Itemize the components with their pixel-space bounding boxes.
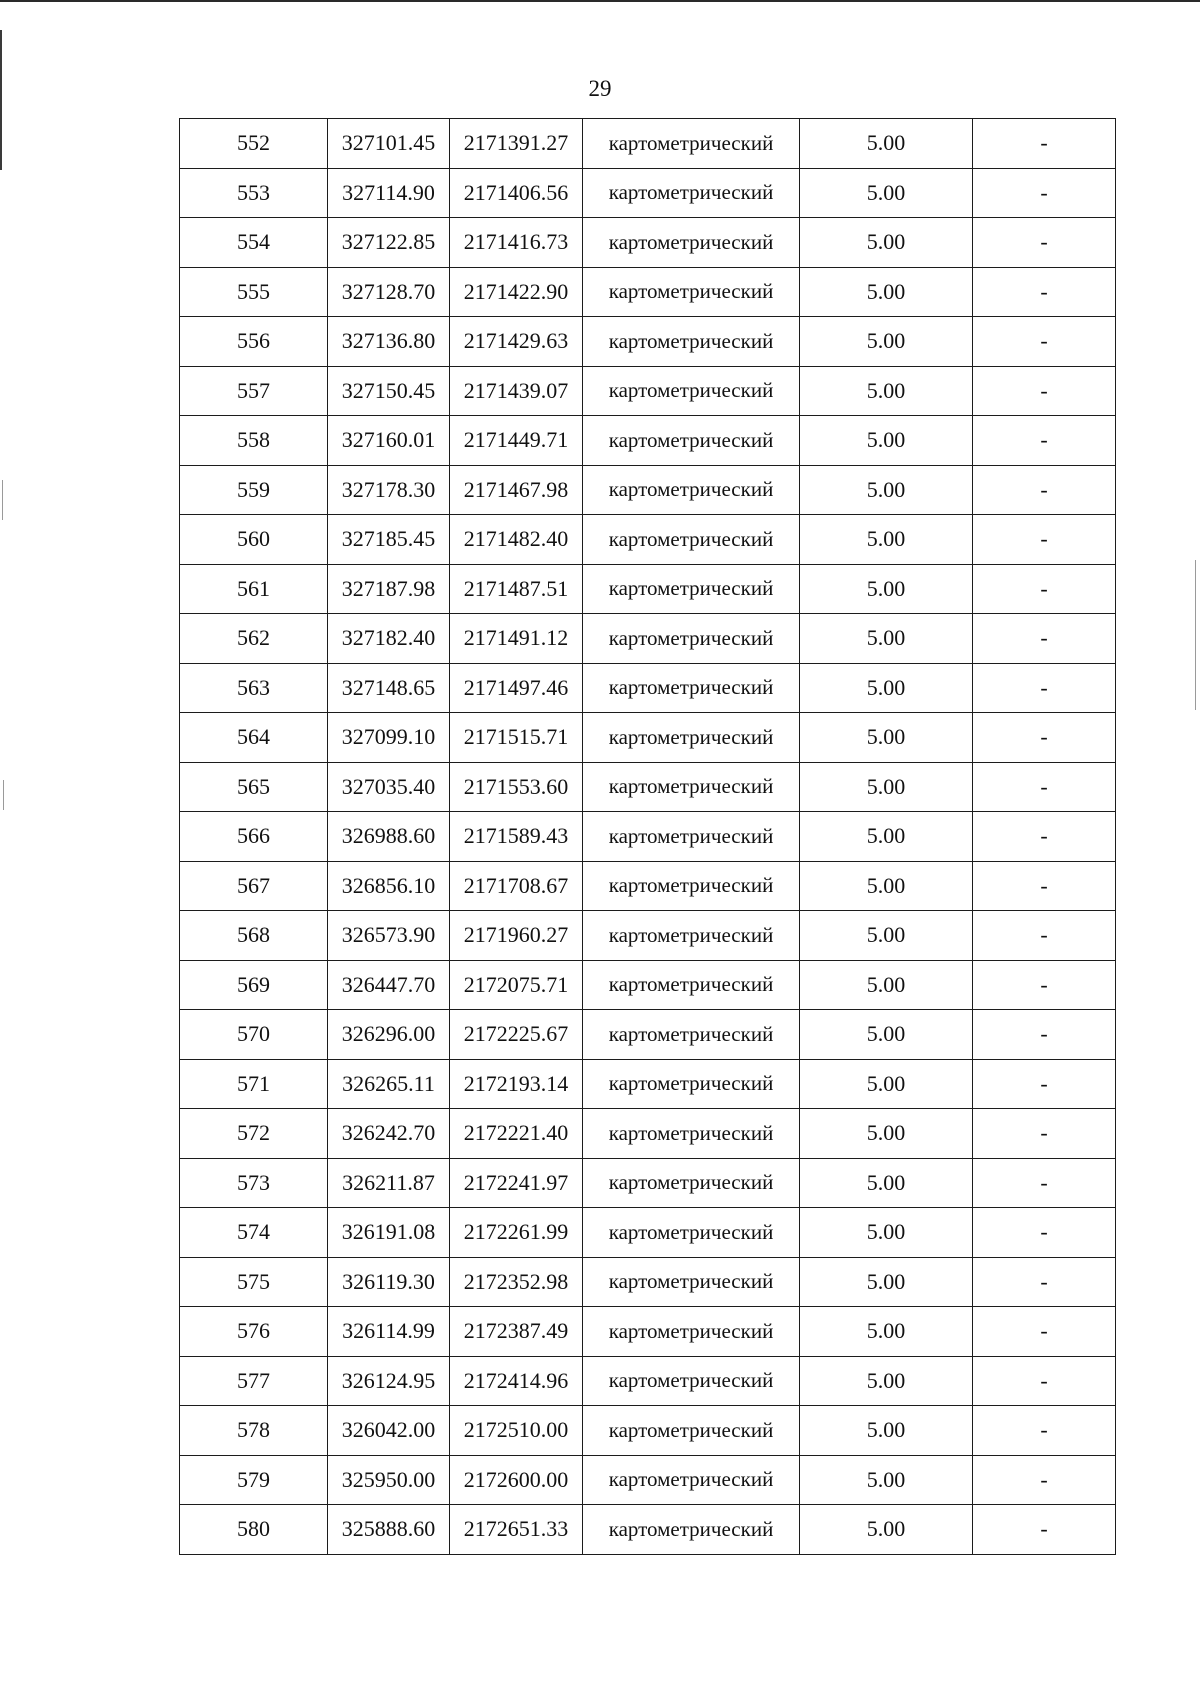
- cell-coordinate-x: 327101.45: [328, 119, 450, 169]
- coordinates-table: [179, 118, 1116, 1555]
- cell-method: картометрический: [583, 317, 800, 367]
- cell-coordinate-y: 2171708.67: [450, 861, 583, 911]
- cell-coordinate-y: 2171406.56: [450, 168, 583, 218]
- cell-coordinate-x: 327035.40: [328, 762, 450, 812]
- cell-note: -: [973, 1356, 1116, 1406]
- cell-error: 5.00: [800, 218, 973, 268]
- cell-error: 5.00: [800, 812, 973, 862]
- cell-coordinate-x: 326211.87: [328, 1158, 450, 1208]
- cell-point-number: 575: [180, 1257, 328, 1307]
- cell-coordinate-y: 2172193.14: [450, 1059, 583, 1109]
- cell-coordinate-x: 326242.70: [328, 1109, 450, 1159]
- cell-error: 5.00: [800, 1010, 973, 1060]
- table-row: [180, 366, 1116, 416]
- cell-note: -: [973, 1505, 1116, 1555]
- cell-coordinate-x: 326296.00: [328, 1010, 450, 1060]
- cell-coordinate-y: 2171467.98: [450, 465, 583, 515]
- cell-note: -: [973, 812, 1116, 862]
- cell-note: -: [973, 218, 1116, 268]
- cell-note: -: [973, 614, 1116, 664]
- cell-coordinate-x: 326119.30: [328, 1257, 450, 1307]
- cell-coordinate-y: 2172651.33: [450, 1505, 583, 1555]
- cell-note: -: [973, 1257, 1116, 1307]
- table-row: [180, 911, 1116, 961]
- cell-coordinate-y: 2172225.67: [450, 1010, 583, 1060]
- cell-point-number: 569: [180, 960, 328, 1010]
- table-row: [180, 1406, 1116, 1456]
- cell-coordinate-x: 326191.08: [328, 1208, 450, 1258]
- cell-method: картометрический: [583, 267, 800, 317]
- table-row: [180, 416, 1116, 466]
- table-row: [180, 119, 1116, 169]
- cell-note: -: [973, 515, 1116, 565]
- cell-coordinate-x: 327122.85: [328, 218, 450, 268]
- cell-error: 5.00: [800, 911, 973, 961]
- cell-coordinate-y: 2172387.49: [450, 1307, 583, 1357]
- cell-error: 5.00: [800, 564, 973, 614]
- cell-error: 5.00: [800, 1109, 973, 1159]
- cell-note: -: [973, 416, 1116, 466]
- cell-method: картометрический: [583, 1010, 800, 1060]
- cell-coordinate-y: 2172352.98: [450, 1257, 583, 1307]
- cell-point-number: 565: [180, 762, 328, 812]
- cell-point-number: 553: [180, 168, 328, 218]
- cell-note: -: [973, 119, 1116, 169]
- cell-method: картометрический: [583, 1307, 800, 1357]
- table-row: [180, 1307, 1116, 1357]
- cell-coordinate-x: 327182.40: [328, 614, 450, 664]
- cell-note: -: [973, 663, 1116, 713]
- cell-method: картометрический: [583, 1406, 800, 1456]
- cell-point-number: 568: [180, 911, 328, 961]
- cell-method: картометрический: [583, 1158, 800, 1208]
- table-row: [180, 663, 1116, 713]
- cell-note: -: [973, 168, 1116, 218]
- cell-error: 5.00: [800, 119, 973, 169]
- cell-note: -: [973, 762, 1116, 812]
- table-row: [180, 762, 1116, 812]
- cell-point-number: 563: [180, 663, 328, 713]
- cell-point-number: 555: [180, 267, 328, 317]
- table-row: [180, 1505, 1116, 1555]
- cell-coordinate-y: 2171391.27: [450, 119, 583, 169]
- cell-note: -: [973, 267, 1116, 317]
- cell-point-number: 578: [180, 1406, 328, 1456]
- cell-error: 5.00: [800, 663, 973, 713]
- cell-method: картометрический: [583, 1455, 800, 1505]
- cell-error: 5.00: [800, 366, 973, 416]
- cell-error: 5.00: [800, 861, 973, 911]
- cell-point-number: 570: [180, 1010, 328, 1060]
- cell-point-number: 579: [180, 1455, 328, 1505]
- cell-method: картометрический: [583, 614, 800, 664]
- table-row: [180, 960, 1116, 1010]
- table-row: [180, 317, 1116, 367]
- table-row: [180, 1208, 1116, 1258]
- cell-coordinate-y: 2171491.12: [450, 614, 583, 664]
- table-row: [180, 515, 1116, 565]
- cell-method: картометрический: [583, 663, 800, 713]
- cell-coordinate-x: 327099.10: [328, 713, 450, 763]
- cell-coordinate-y: 2172075.71: [450, 960, 583, 1010]
- cell-error: 5.00: [800, 1356, 973, 1406]
- cell-note: -: [973, 1158, 1116, 1208]
- cell-note: -: [973, 1208, 1116, 1258]
- cell-coordinate-y: 2171553.60: [450, 762, 583, 812]
- cell-note: -: [973, 1406, 1116, 1456]
- cell-coordinate-x: 327150.45: [328, 366, 450, 416]
- cell-coordinate-y: 2171429.63: [450, 317, 583, 367]
- table-row: [180, 564, 1116, 614]
- cell-error: 5.00: [800, 416, 973, 466]
- cell-error: 5.00: [800, 317, 973, 367]
- cell-coordinate-y: 2172241.97: [450, 1158, 583, 1208]
- cell-error: 5.00: [800, 267, 973, 317]
- cell-point-number: 558: [180, 416, 328, 466]
- cell-point-number: 556: [180, 317, 328, 367]
- cell-coordinate-y: 2171422.90: [450, 267, 583, 317]
- cell-point-number: 562: [180, 614, 328, 664]
- cell-point-number: 573: [180, 1158, 328, 1208]
- cell-method: картометрический: [583, 812, 800, 862]
- cell-coordinate-y: 2171482.40: [450, 515, 583, 565]
- cell-coordinate-x: 327178.30: [328, 465, 450, 515]
- table-row: [180, 1010, 1116, 1060]
- cell-point-number: 574: [180, 1208, 328, 1258]
- cell-method: картометрический: [583, 911, 800, 961]
- table-row: [180, 1455, 1116, 1505]
- cell-note: -: [973, 713, 1116, 763]
- cell-error: 5.00: [800, 515, 973, 565]
- cell-coordinate-x: 325950.00: [328, 1455, 450, 1505]
- cell-coordinate-x: 326124.95: [328, 1356, 450, 1406]
- coordinates-table-body: [180, 119, 1116, 1555]
- cell-error: 5.00: [800, 713, 973, 763]
- cell-coordinate-y: 2172414.96: [450, 1356, 583, 1406]
- cell-coordinate-y: 2171449.71: [450, 416, 583, 466]
- cell-point-number: 571: [180, 1059, 328, 1109]
- cell-note: -: [973, 1059, 1116, 1109]
- cell-error: 5.00: [800, 1059, 973, 1109]
- cell-note: -: [973, 911, 1116, 961]
- cell-coordinate-x: 326447.70: [328, 960, 450, 1010]
- cell-coordinate-x: 327148.65: [328, 663, 450, 713]
- cell-note: -: [973, 1307, 1116, 1357]
- cell-method: картометрический: [583, 515, 800, 565]
- cell-note: -: [973, 960, 1116, 1010]
- cell-coordinate-y: 2171487.51: [450, 564, 583, 614]
- cell-coordinate-y: 2171416.73: [450, 218, 583, 268]
- cell-coordinate-x: 327128.70: [328, 267, 450, 317]
- cell-note: -: [973, 1109, 1116, 1159]
- cell-point-number: 576: [180, 1307, 328, 1357]
- cell-point-number: 577: [180, 1356, 328, 1406]
- cell-method: картометрический: [583, 762, 800, 812]
- cell-coordinate-x: 325888.60: [328, 1505, 450, 1555]
- cell-coordinate-y: 2171960.27: [450, 911, 583, 961]
- table-row: [180, 1257, 1116, 1307]
- cell-method: картометрический: [583, 713, 800, 763]
- cell-error: 5.00: [800, 1307, 973, 1357]
- cell-coordinate-y: 2172221.40: [450, 1109, 583, 1159]
- scan-margin-mark: [2, 480, 3, 520]
- cell-error: 5.00: [800, 1406, 973, 1456]
- cell-method: картометрический: [583, 861, 800, 911]
- table-row: [180, 218, 1116, 268]
- scan-margin-mark: [3, 780, 4, 810]
- cell-method: картометрический: [583, 1356, 800, 1406]
- cell-coordinate-x: 327185.45: [328, 515, 450, 565]
- cell-note: -: [973, 317, 1116, 367]
- cell-coordinate-x: 326988.60: [328, 812, 450, 862]
- table-row: [180, 1109, 1116, 1159]
- cell-method: картометрический: [583, 366, 800, 416]
- cell-error: 5.00: [800, 1505, 973, 1555]
- cell-method: картометрический: [583, 218, 800, 268]
- cell-error: 5.00: [800, 762, 973, 812]
- cell-note: -: [973, 1455, 1116, 1505]
- cell-note: -: [973, 564, 1116, 614]
- cell-coordinate-x: 326042.00: [328, 1406, 450, 1456]
- cell-method: картометрический: [583, 1109, 800, 1159]
- cell-coordinate-y: 2171497.46: [450, 663, 583, 713]
- cell-coordinate-y: 2171515.71: [450, 713, 583, 763]
- cell-coordinate-x: 327160.01: [328, 416, 450, 466]
- table-row: [180, 713, 1116, 763]
- cell-coordinate-x: 326573.90: [328, 911, 450, 961]
- table-row: [180, 1356, 1116, 1406]
- cell-coordinate-x: 327187.98: [328, 564, 450, 614]
- cell-coordinate-x: 326856.10: [328, 861, 450, 911]
- cell-method: картометрический: [583, 416, 800, 466]
- cell-error: 5.00: [800, 1208, 973, 1258]
- cell-coordinate-y: 2171439.07: [450, 366, 583, 416]
- scan-margin-mark: [1195, 560, 1196, 710]
- table-row: [180, 267, 1116, 317]
- table-row: [180, 861, 1116, 911]
- cell-point-number: 567: [180, 861, 328, 911]
- cell-point-number: 564: [180, 713, 328, 763]
- cell-coordinate-x: 326265.11: [328, 1059, 450, 1109]
- table-row: [180, 465, 1116, 515]
- cell-point-number: 560: [180, 515, 328, 565]
- cell-error: 5.00: [800, 614, 973, 664]
- cell-coordinate-y: 2172600.00: [450, 1455, 583, 1505]
- cell-error: 5.00: [800, 1257, 973, 1307]
- table-row: [180, 1158, 1116, 1208]
- cell-coordinate-x: 327136.80: [328, 317, 450, 367]
- cell-note: -: [973, 1010, 1116, 1060]
- cell-method: картометрический: [583, 564, 800, 614]
- cell-point-number: 572: [180, 1109, 328, 1159]
- cell-method: картометрический: [583, 1257, 800, 1307]
- cell-method: картометрический: [583, 1208, 800, 1258]
- cell-point-number: 561: [180, 564, 328, 614]
- cell-point-number: 580: [180, 1505, 328, 1555]
- cell-coordinate-y: 2171589.43: [450, 812, 583, 862]
- cell-note: -: [973, 366, 1116, 416]
- table-row: [180, 812, 1116, 862]
- cell-note: -: [973, 861, 1116, 911]
- table-row: [180, 1059, 1116, 1109]
- cell-error: 5.00: [800, 168, 973, 218]
- cell-coordinate-y: 2172510.00: [450, 1406, 583, 1456]
- cell-method: картометрический: [583, 465, 800, 515]
- cell-method: картометрический: [583, 1505, 800, 1555]
- table-row: [180, 168, 1116, 218]
- cell-point-number: 554: [180, 218, 328, 268]
- cell-method: картометрический: [583, 168, 800, 218]
- cell-coordinate-y: 2172261.99: [450, 1208, 583, 1258]
- cell-error: 5.00: [800, 465, 973, 515]
- cell-coordinate-x: 327114.90: [328, 168, 450, 218]
- cell-coordinate-x: 326114.99: [328, 1307, 450, 1357]
- cell-error: 5.00: [800, 1455, 973, 1505]
- table-row: [180, 614, 1116, 664]
- page-top-rule: [0, 0, 1200, 2]
- cell-point-number: 559: [180, 465, 328, 515]
- cell-method: картометрический: [583, 1059, 800, 1109]
- cell-error: 5.00: [800, 1158, 973, 1208]
- cell-point-number: 557: [180, 366, 328, 416]
- cell-note: -: [973, 465, 1116, 515]
- cell-error: 5.00: [800, 960, 973, 1010]
- cell-method: картометрический: [583, 119, 800, 169]
- cell-method: картометрический: [583, 960, 800, 1010]
- cell-point-number: 552: [180, 119, 328, 169]
- cell-point-number: 566: [180, 812, 328, 862]
- page-number: 29: [588, 76, 612, 101]
